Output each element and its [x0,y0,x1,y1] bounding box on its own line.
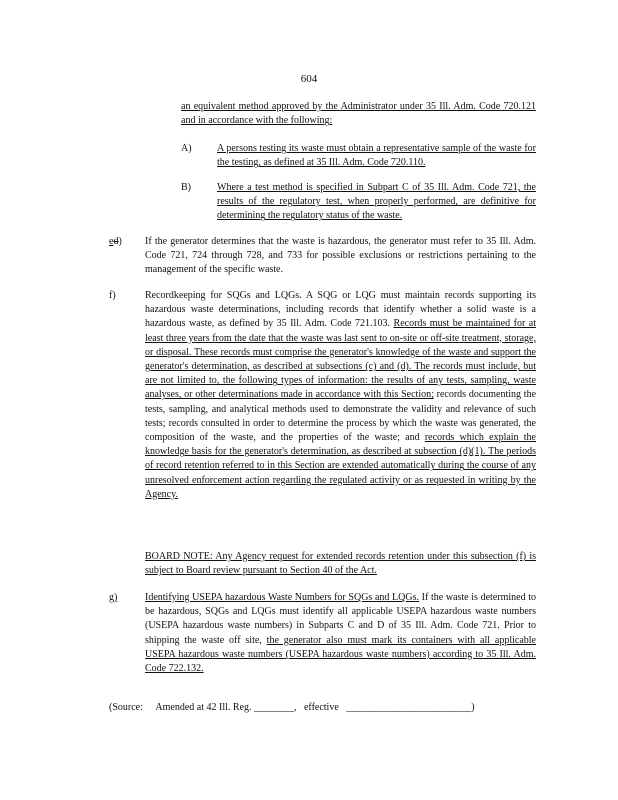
source-suffix: ) [471,702,475,713]
page-number: 604 [300,73,318,85]
sub-b-label: B) [181,182,191,193]
sub-b-text: Where a test method is specified in Subpart C of 35 Ill. Adm. Code 721, the results of the regulatory test, when properly performed, are definitive for determining the regulatory status of the waste. [217,182,536,222]
para-f-underlined-2: records which explain the knowledge basis for the generator's determination, as described at subsection (d)(1). The periods of record retention referred to in this Section are extended automatically during the course of any unresolved enforcement action regarding the regulated activity or as requested in writing by the Agency. [145,432,536,500]
source-amended: Amended at 42 Ill. Reg. [155,702,252,713]
para-g-plain-1: If the waste is determined to be hazardous, SQGs and LQGs must identify all applicable USEPA hazardous waste numbers (USEPA hazardous waste numbers) in Subparts C and D of 35 Ill. Adm. Code 721. Prior to shipping the waste off site, [145,592,537,646]
sub-a-label: A) [181,143,192,154]
para-g-label: g) [109,592,118,603]
intro-continuation: an equivalent method approved by the Administrator under 35 Ill. Adm. Code 720.121 and in accordance with the following: [181,101,536,127]
para-e-label-old: d [113,236,119,247]
para-f-body [145,289,536,502]
para-f-plain-1: Recordkeeping for SQGs and LQGs. A SQG or LQG must maintain records supporting its hazardous waste determinations, including records that identify whether a solid waste is a hazardous waste, as defined by 35 Ill. Adm. Code 721.103. [145,290,536,330]
source-blank-2: _________________________ [346,702,472,713]
source-line [109,701,549,715]
source-prefix: (Source: [109,702,143,713]
para-g-body [145,591,536,676]
para-f-underlined-1: Records must be maintained for at least three years from the date that the waste was last sent to on-site or off-site treatment, storage, or disposal. These records must comprise the generator's knowledge of the waste and support the generator's determination, as described at subsections (c) and (d). The records must include, but are not limited to, the following types of information: the results of any tests, sampling, waste analyses, or other determinations made in accordance with this Section; [145,318,536,401]
source-effective: effective [303,702,339,713]
para-f-plain-2: records documenting the tests, sampling, and analytical methods used to demonstrate the validity and relevance of such tests; records consulted in order to determine the process by which the waste was generated, the composition of the waste, and the properties of the waste; and [145,389,537,444]
para-g-underlined-2: the generator also must mark its containers with all applicable USEPA hazardous waste numbers (USEPA hazardous waste numbers) according to 35 Ill. Adm. Code 722.132. [145,634,536,675]
para-e-text: If the generator determines that the waste is hazardous, the generator must refer to 35 Ill. Adm. Code 721, 724 through 728, and 733 for possible exclusions or restrictions pertaining to the management of the specific waste. [145,236,536,276]
board-note: BOARD NOTE: Any Agency request for extended records retention under this subsection (f) is subject to Board review pursuant to Section 40 of the Act. [145,551,536,577]
para-e-label-close: ) [118,236,122,247]
para-e-label-new: e [109,236,114,247]
source-blank-1: ________ [253,702,294,713]
para-e-label [109,235,122,249]
sub-a-text: A persons testing its waste must obtain a representative sample of the waste for the testing, as defined at 35 Ill. Adm. Code 720.110. [217,143,536,169]
para-g-underlined-1: Identifying USEPA hazardous Waste Numbers for SQGs and LQGs. [145,592,420,603]
source-comma: , [293,702,297,713]
para-f-label: f) [109,290,116,301]
